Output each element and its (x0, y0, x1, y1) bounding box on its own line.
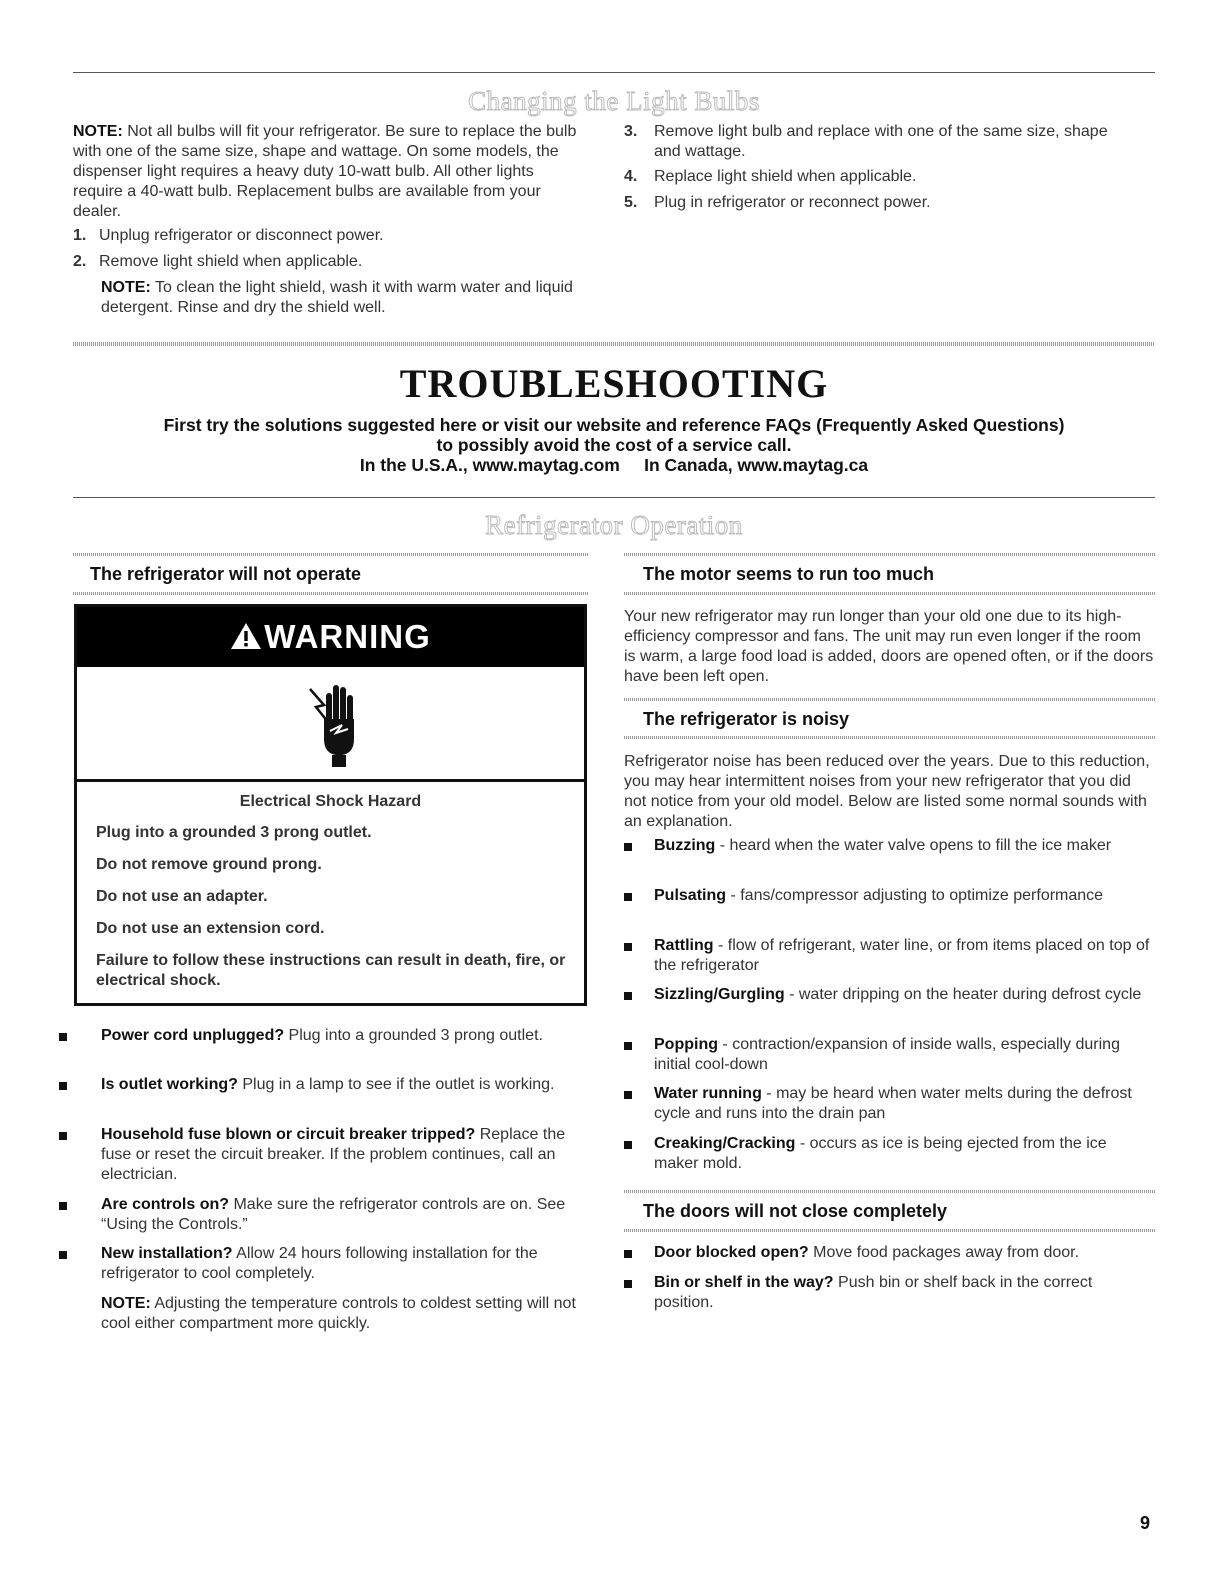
noisy-text: Refrigerator noise has been reduced over the years. Due to this reduction, you may hear intermittent noises from your new refrigerator that you did not notice from your old model. Below are listed some normal sounds with an explanation. (624, 753, 1150, 830)
top-rule (73, 72, 1155, 73)
list-item (624, 1243, 1154, 1265)
item-bold: New installation? (101, 1245, 233, 1262)
bullet-icon (624, 943, 632, 951)
item-text: Allow 24 hours following installation for the refrigerator to cool completely. (101, 1245, 538, 1282)
bullet-icon (624, 1091, 632, 1099)
item-bold: Are controls on? (101, 1196, 230, 1213)
list-item (624, 886, 1144, 930)
bullet-icon (624, 1042, 632, 1050)
section-rule (73, 497, 1155, 498)
hatch-divider (624, 736, 1156, 739)
list-item (624, 1273, 1154, 1317)
bulb-step-3 (624, 122, 1124, 162)
bullet-icon (624, 893, 632, 901)
item-bold: Popping (654, 1036, 718, 1053)
bulb-step-1 (73, 226, 583, 246)
bulbs-note (73, 122, 583, 222)
heading-will-not-operate: The refrigerator will not operate (90, 564, 362, 584)
item-text: Push bin or shelf back in the correct position. (654, 1274, 1093, 1311)
list-item (624, 1084, 1144, 1128)
heading-doors: The doors will not close completely (643, 1201, 948, 1221)
hatch-divider (624, 698, 1156, 701)
warning-box (74, 604, 587, 1006)
bulbs-section-title: Changing the Light Bulbs (468, 86, 760, 116)
item-text: - water dripping on the heater during defrost cycle (784, 986, 1142, 1003)
hatch-divider (624, 1190, 1156, 1193)
item-text: - occurs as ice is being ejected from the ice maker mold. (654, 1135, 1107, 1172)
bullet-icon (624, 843, 632, 851)
item-bold: Household fuse blown or circuit breaker tripped? (101, 1126, 476, 1143)
intro-line-3: In the U.S.A., www.maytag.com In Canada, www.maytag.ca (359, 455, 869, 475)
note-label: NOTE: (73, 123, 123, 140)
warning-line-4: Do not use an extension cord. (96, 920, 325, 937)
list-item (624, 836, 1144, 880)
bullet-icon (624, 1280, 632, 1288)
bullet-icon (624, 992, 632, 1000)
item-text: - may be heard when water melts during the defrost cycle and runs into the drain pan (654, 1085, 1132, 1122)
note-text: Adjusting the temperature controls to coldest setting will not cool either compartment more quickly. (101, 1295, 576, 1332)
hatch-divider (624, 1229, 1156, 1232)
note-label: NOTE: (101, 1295, 151, 1312)
bullet-icon (624, 1250, 632, 1258)
hatch-divider (73, 342, 1155, 346)
bullet-icon (59, 1251, 67, 1259)
item-bold: Water running (654, 1085, 762, 1102)
step-text: Remove light shield when applicable. (99, 253, 363, 270)
shock-hand-icon (302, 675, 362, 771)
item-bold: Door blocked open? (654, 1244, 809, 1261)
item-text: - contraction/expansion of inside walls, especially during initial cool-down (654, 1036, 1120, 1073)
item-text: Plug into a grounded 3 prong outlet. (284, 1027, 543, 1044)
alert-triangle-icon (230, 621, 262, 651)
step-number: 3. (624, 123, 638, 140)
hazard-title: Electrical Shock Hazard (239, 793, 422, 810)
warning-divider (77, 779, 584, 782)
item-bold: Bin or shelf in the way? (654, 1274, 834, 1291)
bullet-icon (59, 1202, 67, 1210)
step-text: Remove light bulb and replace with one of the same size, shape and wattage. (654, 123, 1108, 160)
list-item (624, 985, 1144, 1029)
motor-text: Your new refrigerator may run longer than your old one due to its high-efficiency compressor and fans. The unit may run even longer if the room is warm, a large food load is added, doors are opened often, or if the doors have been left open. (624, 608, 1154, 685)
item-text: - flow of refrigerant, water line, or from items placed on top of the refrigerator (654, 937, 1150, 974)
heading-noisy: The refrigerator is noisy (643, 709, 850, 729)
troubleshooting-intro (73, 415, 1155, 475)
warning-line-2: Do not remove ground prong. (96, 856, 322, 873)
list-item (59, 1125, 589, 1189)
heading-motor: The motor seems to run too much (643, 564, 935, 584)
list-item (59, 1026, 579, 1070)
item-text: Make sure the refrigerator controls are on. See “Using the Controls.” (101, 1196, 566, 1233)
not-operate-note (101, 1294, 586, 1334)
item-bold: Buzzing (654, 837, 716, 854)
warning-consequence: Failure to follow these instructions can result in death, fire, or electrical shock. (96, 952, 566, 989)
page-number: 9 (1139, 1513, 1150, 1533)
step-number: 5. (624, 194, 638, 211)
item-text: Replace the fuse or reset the circuit breaker. If the problem continues, call an electrician. (101, 1126, 566, 1183)
hatch-divider (624, 592, 1156, 595)
hatch-divider (73, 553, 588, 556)
list-item (59, 1075, 579, 1119)
step-number: 2. (73, 253, 87, 270)
list-item (59, 1244, 579, 1288)
bullet-icon (59, 1033, 67, 1041)
note-text: To clean the light shield, wash it with warm water and liquid detergent. Rinse and dry the shield well. (101, 279, 573, 316)
hatch-divider (73, 592, 588, 595)
list-item (624, 936, 1154, 980)
warning-label: WARNING (264, 618, 431, 655)
bullet-icon (624, 1141, 632, 1149)
list-item (624, 1134, 1154, 1178)
item-bold: Is outlet working? (101, 1076, 238, 1093)
step-text: Plug in refrigerator or reconnect power. (654, 194, 931, 211)
step-text: Unplug refrigerator or disconnect power. (99, 227, 384, 244)
step-number: 1. (73, 227, 87, 244)
warning-line-1: Plug into a grounded 3 prong outlet. (96, 824, 372, 841)
intro-line-1: First try the solutions suggested here or visit our website and reference FAQs (Frequently Asked Questions) (163, 415, 1065, 435)
item-bold: Rattling (654, 937, 714, 954)
warning-line-3: Do not use an adapter. (96, 888, 268, 905)
item-bold: Creaking/Cracking (654, 1135, 796, 1152)
item-text: Plug in a lamp to see if the outlet is working. (237, 1076, 555, 1093)
item-bold: Power cord unplugged? (101, 1027, 285, 1044)
hatch-divider (624, 553, 1156, 556)
step-text: Replace light shield when applicable. (654, 168, 917, 185)
item-text: - fans/compressor adjusting to optimize performance (726, 887, 1104, 904)
intro-line-2: to possibly avoid the cost of a service call. (436, 435, 792, 455)
item-text: - heard when the water valve opens to fill the ice maker (715, 837, 1112, 854)
note-label: NOTE: (101, 279, 151, 296)
note-text: Not all bulbs will fit your refrigerator. Be sure to replace the bulb with one of the same size, shape and wattage. On some models, the dispenser light requires a heavy duty 10-watt bulb. All other lights require a 40-watt bulb. Replacement bulbs are available from your dealer. (73, 123, 577, 220)
item-bold: Pulsating (654, 887, 727, 904)
bulb-step-4 (624, 167, 1124, 187)
item-bold: Sizzling/Gurgling (654, 986, 785, 1003)
bulb-step-5 (624, 193, 1124, 213)
bullet-icon (59, 1132, 67, 1140)
warning-banner (77, 607, 584, 667)
item-text: Move food packages away from door. (808, 1244, 1080, 1261)
list-item (624, 1035, 1144, 1079)
list-item (59, 1195, 589, 1239)
operation-section-title: Refrigerator Operation (485, 510, 743, 540)
bullet-icon (59, 1082, 67, 1090)
step2-note (101, 278, 586, 318)
step-number: 4. (624, 168, 638, 185)
troubleshooting-title: TROUBLESHOOTING (399, 361, 829, 406)
bulb-step-2 (73, 252, 583, 272)
